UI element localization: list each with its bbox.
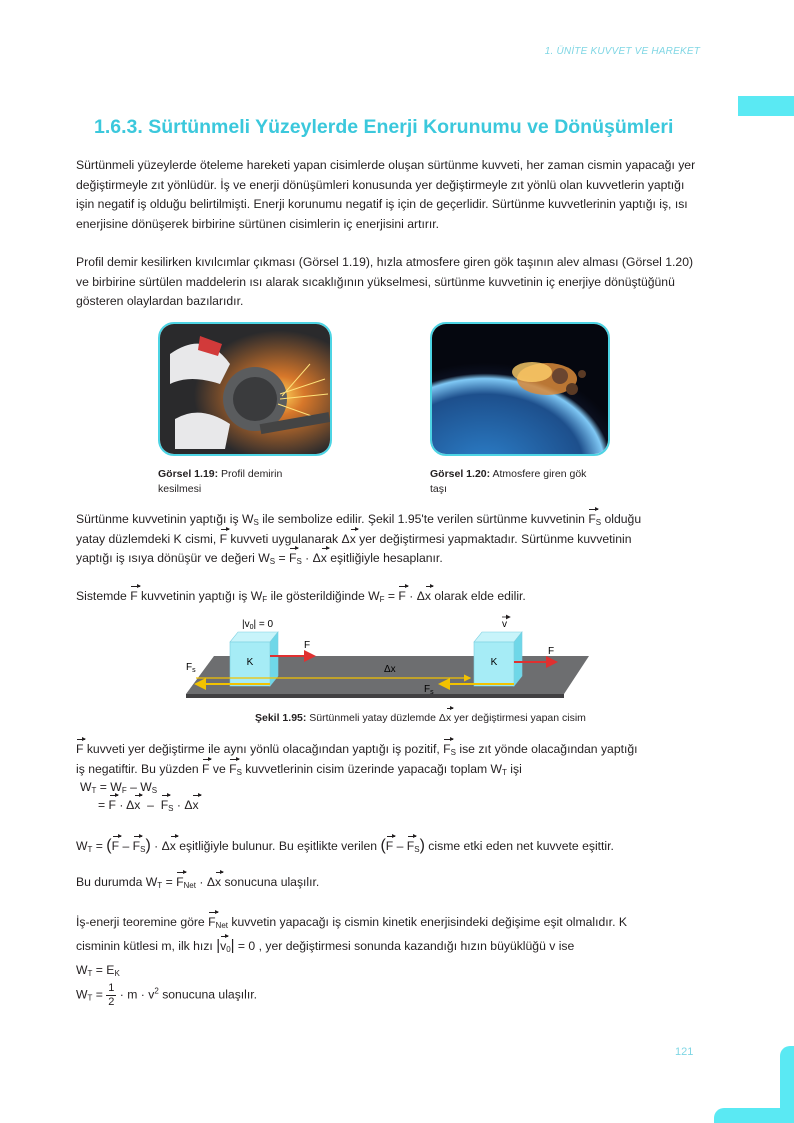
friction-line-1: Sürtünme kuvvetinin yaptığı iş $W_S$ ile sembolize edilir. Şekil 1.95'te verilen sürtünme kuvvetinin $F_S$ olduğu bbox=[76, 512, 642, 527]
fig120-label: Görsel 1.20: bbox=[430, 468, 491, 480]
chapter-header: 1. ÜNİTE KUVVET VE HAREKET bbox=[544, 46, 700, 57]
grinder-photo bbox=[158, 322, 332, 456]
section-title: 1.6.3. Sürtünmeli Yüzeylerde Enerji Korunumu ve Dönüşümleri bbox=[94, 116, 674, 138]
equation-wt-ek: $W_T = E_K$ bbox=[76, 963, 120, 978]
work-energy-line-2: cisminin kütlesi m, ilk hızı $|v_0| = 0$ , yer değiştirmesi sonunda kazandığı hızın büyüklüğü v ise bbox=[76, 937, 575, 954]
total-work-line-1: F kuvveti yer değiştirme ile aynı yönlü olacağından yaptığı iş pozitif, $F_S$ ise zıt yönde olacağından yaptığı bbox=[76, 742, 638, 757]
svg-text:K: K bbox=[246, 657, 254, 668]
svg-text:F: F bbox=[548, 646, 555, 657]
page-number: 121 bbox=[675, 1046, 694, 1058]
corner-decoration-horizontal bbox=[714, 1108, 794, 1123]
svg-text:Fs: $F_s$ bbox=[424, 684, 434, 696]
fig119-label: Görsel 1.19: bbox=[158, 468, 219, 480]
friction-line-3: yaptığı iş ısıya dönüşür ve değeri $W_S = F_S \cdot \Delta x$ eşitliğiyle hesaplanır. bbox=[76, 551, 443, 566]
svg-text:K: K bbox=[490, 657, 498, 668]
equation-wt-expanded: = $F \cdot \Delta x - F_S \cdot \Delta x$ bbox=[98, 798, 199, 813]
friction-diagram bbox=[184, 614, 594, 714]
fig195-caption-a: Sürtünmeli yatay düzlemde bbox=[309, 712, 439, 724]
fig119-caption: Profil demirin kesilmesi bbox=[158, 468, 283, 495]
svg-text:|v0| = 0: $|v_0| = 0$ bbox=[242, 619, 274, 631]
net-work-line: Bu durumda $W_T = F_{Net} \cdot \Delta x$ sonucuna ulaşılır. bbox=[76, 875, 320, 890]
chapter-tab bbox=[738, 96, 794, 116]
fig195-label: Şekil 1.95: bbox=[255, 712, 307, 724]
work-applied-line: Sistemde F kuvvetinin yaptığı iş $W_F$ ile gösterildiğinde $W_F = F \cdot \Delta x$ olarak elde edilir. bbox=[76, 589, 526, 604]
svg-text:Δx: Δx bbox=[384, 664, 396, 675]
equation-wt: $W_T = W_F - W_S$ bbox=[80, 780, 158, 795]
paragraph-examples: Profil demir kesilirken kıvılcımlar çıkması (Görsel 1.19), hızla atmosfere giren gök taşının alev alması (Görsel 1.20) ve birbirine sürtülen maddelerin ısı alarak sıcaklığının yükselmesi, sürtünme kuvvetinin iç enerjiye dönüştüğünü gösteren olaylardan bazılarıdır. bbox=[76, 255, 694, 308]
friction-line-2: yatay düzlemdeki K cismi, F kuvveti uygulanarak Δx yer değiştirmesi yapmaktadır. Sürtünme kuvvetinin bbox=[76, 532, 632, 546]
meteor-photo bbox=[430, 322, 610, 456]
fig195-caption-b: yer değiştirmesi yapan cisim bbox=[451, 712, 586, 724]
svg-text:Fs: $F_s$ bbox=[186, 662, 196, 674]
svg-text:F: F bbox=[304, 640, 311, 651]
equation-kinetic: $W_T$ = $\frac{1}{2}$ · $m \cdot v^2$ sonucuna ulaşılır. bbox=[76, 982, 258, 1008]
svg-text:v: v bbox=[502, 619, 507, 630]
paragraph-intro: Sürtünmeli yüzeylerde öteleme hareketi yapan cisimlerde oluşan sürtünme kuvveti, her zaman cismin yapacağı yer değiştirmeyle zıt yönlüdür. İş ve enerji dönüşümleri konusunda yer değiştirmeyle zıt yönlü olan kuvvetlerin yaptığı işin negatif iş olduğu belirtilmişti. Enerji korunumu negatif iş için de geçerlidir. Sürtünme kuvvetlerinin yaptığı iş, ısı enerjisine dönüşerek birbirine sürtünen cisimlerin iç enerjisini artırır. bbox=[76, 158, 696, 231]
work-energy-line-1: İş-enerji teoremine göre $F_{Net}$ kuvvetin yapacağı iş cismin kinetik enerjisindeki değişime eşit olmalıdır. K bbox=[76, 915, 627, 930]
total-work-line-2: iş negatiftir. Bu yüzden F ve $F_S$ kuvvetlerinin cisim üzerinde yapacağı toplam $W_T$ işi bbox=[76, 762, 522, 777]
fig120-caption: Atmosfere giren gök taşı bbox=[430, 468, 587, 495]
net-force-line: $W_T = (F - F_S) \cdot \Delta x$ eşitliğiyle bulunur. Bu eşitlikte verilen $(F - F_S)$ cisme etki eden net kuvvete eşittir. bbox=[76, 837, 614, 854]
